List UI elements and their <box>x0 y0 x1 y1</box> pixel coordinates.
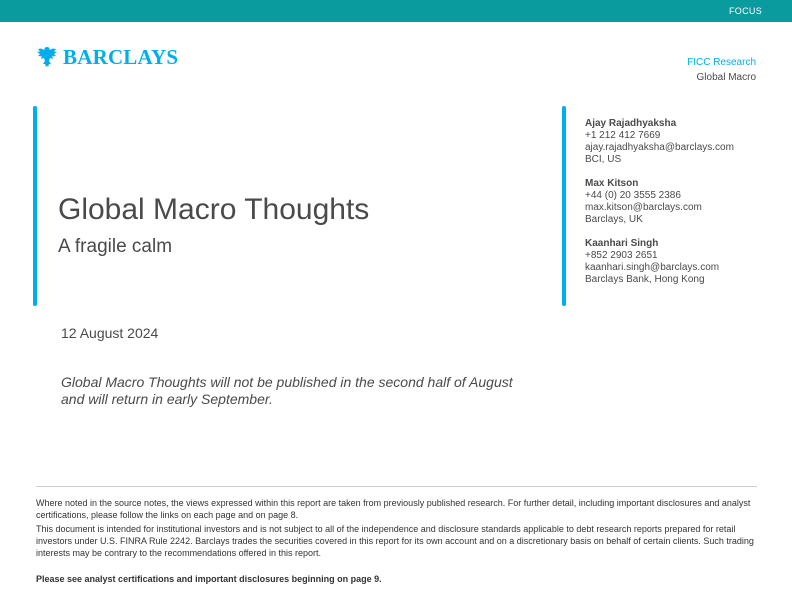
author-phone: +852 2903 2651 <box>585 250 658 261</box>
brand-wordmark: BARCLAYS <box>63 44 179 69</box>
author-list <box>585 118 775 298</box>
top-banner <box>0 0 792 22</box>
department-label <box>687 55 756 85</box>
left-accent-bar <box>33 106 37 306</box>
disclaimer-section <box>36 497 758 587</box>
eagle-icon <box>36 45 58 69</box>
author-card <box>585 118 775 166</box>
author-entity: Barclays, UK <box>585 214 643 225</box>
author-name: Kaanhari Singh <box>585 238 659 249</box>
disclaimer-institutional: This document is intended for institutional investors and is not subject to all of the independence and disclosure standards applicable to debt research reports prepared for retail investors under U.S. FINRA Rule 2242. Barclays trades the securities covered in this report for its own account and on a discretionary basis on behalf of certain clients. Such trading interests may be contrary to the recommendations offered in this report. <box>36 524 754 558</box>
author-entity: Barclays Bank, Hong Kong <box>585 274 705 285</box>
research-team: Global Macro <box>696 72 756 83</box>
footer-divider <box>36 486 757 487</box>
author-entity: BCI, US <box>585 154 622 165</box>
research-division: FICC Research <box>687 57 756 68</box>
report-title: Global Macro Thoughts <box>58 193 370 226</box>
focus-label: FOCUS <box>729 6 762 16</box>
author-email[interactable]: ajay.rajadhyaksha@barclays.com <box>585 142 734 153</box>
author-phone: +1 212 412 7669 <box>585 130 661 141</box>
report-subtitle: A fragile calm <box>58 236 173 257</box>
disclaimer-certifications: Please see analyst certifications and important disclosures beginning on page 9. <box>36 574 382 584</box>
author-email[interactable]: max.kitson@barclays.com <box>585 202 702 213</box>
publication-notice: Global Macro Thoughts will not be published in the second half of August and will return in early September. <box>61 374 513 407</box>
report-date: 12 August 2024 <box>61 325 159 341</box>
author-phone: +44 (0) 20 3555 2386 <box>585 190 681 201</box>
barclays-logo <box>36 44 178 70</box>
author-name: Max Kitson <box>585 178 639 189</box>
author-email[interactable]: kaanhari.singh@barclays.com <box>585 262 720 273</box>
right-accent-bar <box>562 106 566 306</box>
disclaimer-source-notes: Where noted in the source notes, the views expressed within this report are taken from previously published research. For further detail, including important disclosures and analyst certifications, please follow the links on each page and on page 8. <box>36 498 751 520</box>
author-card <box>585 178 775 226</box>
author-name: Ajay Rajadhyaksha <box>585 118 677 129</box>
author-card <box>585 238 775 286</box>
